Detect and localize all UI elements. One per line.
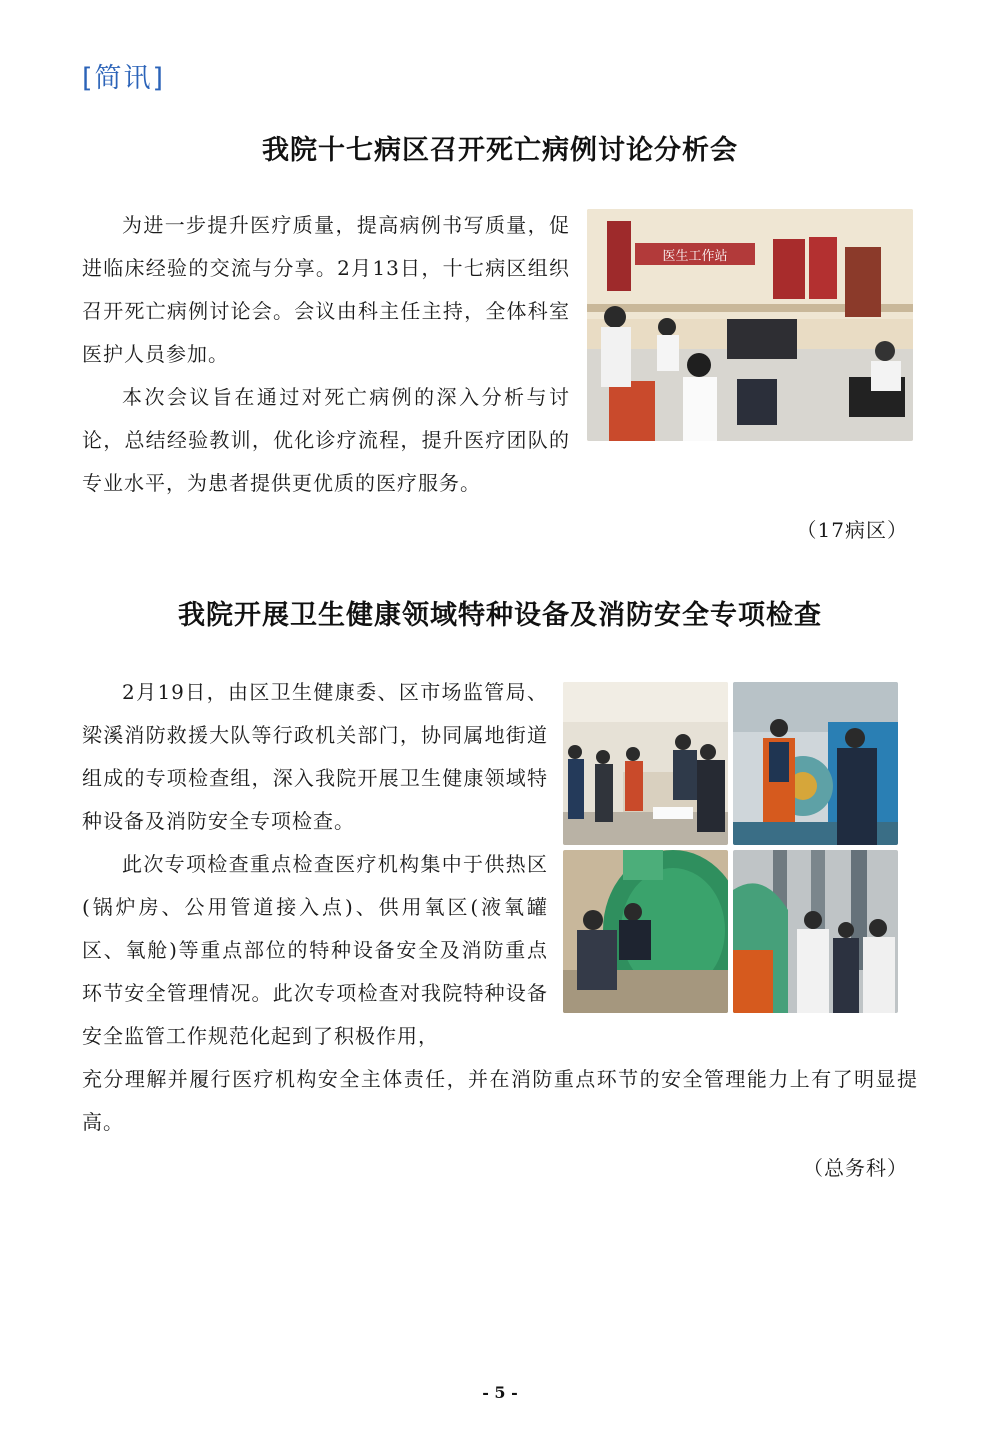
- section-tag: [简讯]: [82, 63, 166, 94]
- article-2-source: （总务科）: [803, 1156, 908, 1180]
- article-1-source: （17病区）: [796, 518, 908, 542]
- inspection-photo-1: [563, 682, 728, 845]
- inspection-photo-2: [733, 682, 898, 845]
- article-2-paragraph-2: 此次专项检查重点检查医疗机构集中于供热区(锅炉房、公用管道接入点)、供用氧区(液氧罐区、氧舱)等重点部位的特种设备安全及消防重点环节安全管理情况。此次专项检查对我院特种设备安全监管工作规范化起到了积极作用，: [82, 852, 548, 1048]
- nurse-station-sign: 医生工作站: [662, 249, 728, 264]
- article-1-title: 我院十七病区召开死亡病例讨论分析会: [262, 135, 738, 166]
- inspection-photo-4: [733, 850, 898, 1013]
- inspection-photo-3: [563, 850, 728, 1013]
- article-2-paragraph-1: 2月19日，由区卫生健康委、区市场监管局、梁溪消防救援大队等行政机关部门，协同属地街道组成的专项检查组，深入我院开展卫生健康领域特种设备及消防安全专项检查。: [82, 680, 548, 833]
- article-1-paragraph-2: 本次会议旨在通过对死亡病例的深入分析与讨论，总结经验教训，优化诊疗流程，提升医疗团队的专业水平，为患者提供更优质的医疗服务。: [82, 385, 570, 495]
- article-1-paragraph-1: 为进一步提升医疗质量，提高病例书写质量，促进临床经验的交流与分享。2月13日，十七病区组织召开死亡病例讨论会。会议由科主任主持，全体科室医护人员参加。: [82, 213, 570, 366]
- article-2-title: 我院开展卫生健康领域特种设备及消防安全专项检查: [178, 600, 822, 631]
- article-2-paragraph-3: 充分理解并履行医疗机构安全主体责任，并在消防重点环节的安全管理能力上有了明显提高。: [82, 1067, 918, 1134]
- article-1-photo: [587, 209, 913, 441]
- page-number: - 5 -: [482, 1383, 518, 1402]
